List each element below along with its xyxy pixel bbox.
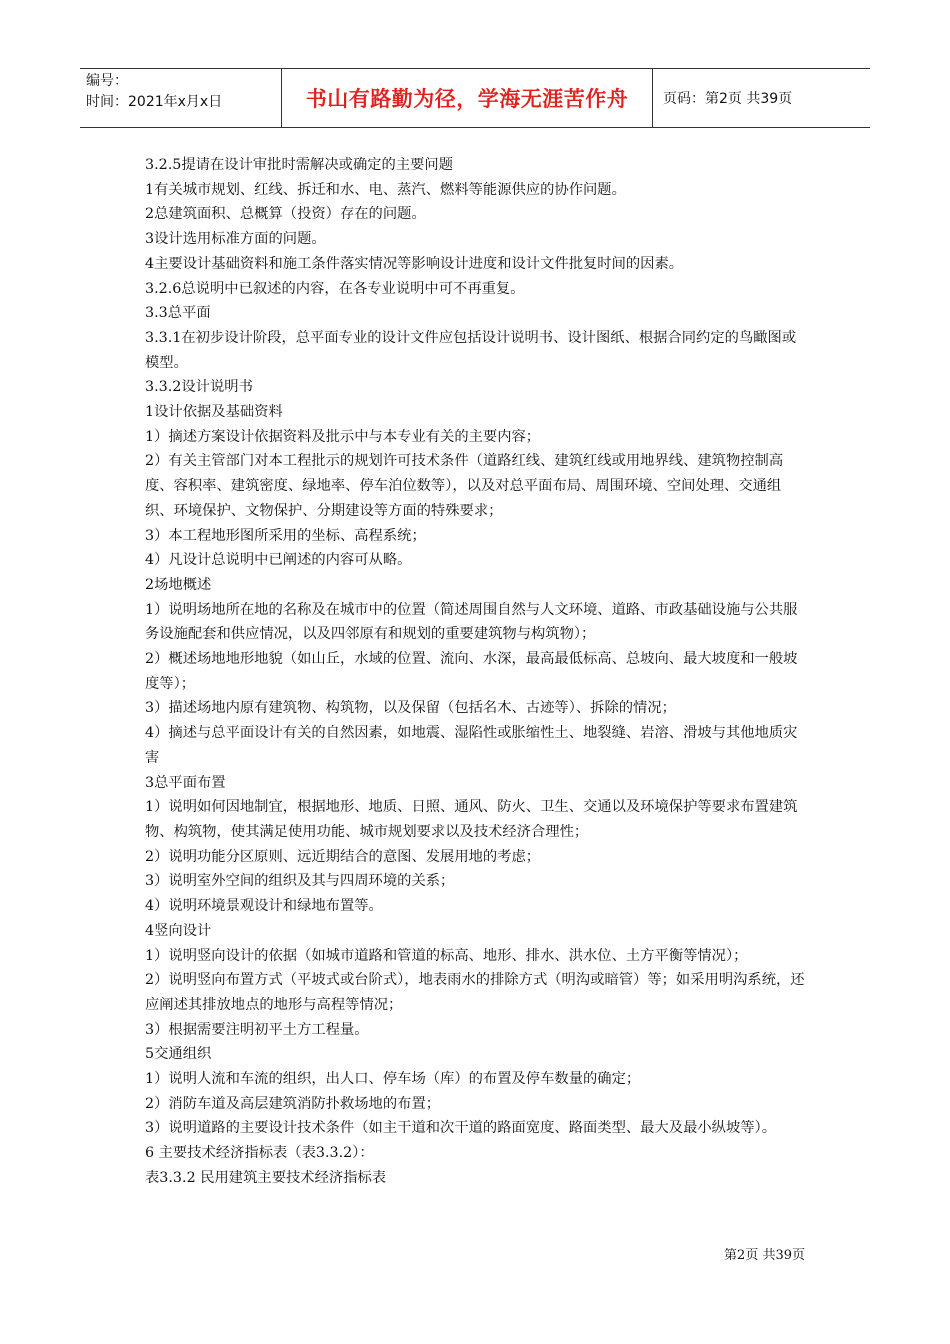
footer-page-number: 第2页 共39页 [724,1248,805,1263]
body-paragraph: 3.2.6总说明中已叙述的内容，在各专业说明中可不再重复。 [145,280,525,297]
body-paragraph: 4竖向设计 [145,922,212,939]
body-paragraph: 1设计依据及基础资料 [145,404,283,421]
header-motto-cell [281,69,653,127]
body-paragraph: 6 主要技术经济指标表（表3.3.2）： [145,1145,374,1162]
body-paragraph: 1）说明人流和车流的组织，出人口、停车场（库）的布置及停车数量的确定； [145,1071,641,1088]
body-paragraph: 3）根据需要注明初平土方工程量。 [145,1021,369,1038]
header-motto: 书山有路勤为径，学海无涯苦作舟 [305,87,629,111]
body-paragraph: 4主要设计基础资料和施工条件落实情况等影响设计进度和设计文件批复时间的因素。 [145,255,684,272]
body-paragraph: 3.3总平面 [145,305,211,322]
body-paragraph: 2总建筑面积、总概算（投资）存在的问题。 [145,206,426,223]
body-paragraph: 2）说明竖向布置方式（平坡式或台阶式），地表雨水的排除方式（明沟或暗管）等；如采用明沟系统，还应阐述其排放地点的地形与高程等情况； [145,972,805,1013]
body-paragraph: 4）说明环境景观设计和绿地布置等。 [145,898,383,915]
body-paragraph: 2）消防车道及高层建筑消防扑救场地的布置； [145,1095,441,1112]
body-paragraph: 3.3.1在初步设计阶段，总平面专业的设计文件应包括设计说明书、设计图纸、根据合同约定的鸟瞰图或模型。 [145,329,797,371]
body-paragraph: 3.3.2设计说明书 [145,379,253,396]
body-paragraph: 3）本工程地形图所采用的坐标、高程系统； [145,527,426,544]
body-paragraph: 2）有关主管部门对本工程批示的规划许可技术条件（道路红线、建筑红线或用地界线、建筑物控制高度、容积率、建筑密度、绿地率、停车泊位数等），以及对总平面布局、周围环境、空间处理、交通组织、环境保护、文物保护、分期建设等方面的特殊要求； [145,453,784,519]
body-paragraph: 4）摘述与总平面设计有关的自然因素，如地震、湿陷性或胀缩性土、地裂缝、岩溶、滑坡与其他地质灾害 [145,725,798,766]
body-paragraph: 3）说明道路的主要设计技术条件（如主干道和次干道的路面宽度、路面类型、最大及最小纵坡等）。 [145,1120,777,1137]
body-paragraph: 5交通组织 [145,1046,212,1063]
body-paragraph: 3设计选用标准方面的问题。 [145,231,326,248]
header-meta [80,69,281,127]
body-paragraph: 2场地概述 [145,576,212,593]
header-time: 时间：2021年x月x日 [86,94,223,110]
body-paragraph: 2）说明功能分区原则、远近期结合的意图、发展用地的考虑； [145,848,541,865]
body-paragraph: 1）说明如何因地制宜，根据地形、地质、日照、通风、防火、卫生、交通以及环境保护等要求布置建筑物、构筑物，使其满足使用功能、城市规划要求以及技术经济合理性； [145,799,798,840]
body-paragraph: 3总平面布置 [145,774,226,791]
body-paragraph: 1有关城市规划、红线、拆迁和水、电、蒸汽、燃料等能源供应的协作问题。 [145,181,626,198]
header-page-number: 页码：第2页 共39页 [663,91,793,107]
body-paragraph: 3）描述场地内原有建筑物、构筑物，以及保留（包括名木、古迹等）、拆除的情况； [145,700,676,717]
body-paragraph: 3）说明室外空间的组织及其与四周环境的关系； [145,873,455,890]
header-number: 编号： [86,73,128,89]
body-paragraph: 1）说明场地所在地的名称及在城市中的位置（简述周围自然与人文环境、道路、市政基础设施与公共服务设施配套和供应情况，以及四邻原有和规划的重要建筑物与构筑物）； [145,601,798,643]
document-header [80,68,870,128]
body-paragraph: 表3.3.2 民用建筑主要技术经济指标表 [145,1169,387,1186]
body-paragraph: 4）凡设计总说明中已阐述的内容可从略。 [145,552,412,569]
document-body [145,153,807,1191]
body-paragraph: 2）概述场地地形地貌（如山丘，水域的位置、流向、水深，最高最低标高、总坡向、最大坡度和一般坡度等）； [145,651,798,692]
body-paragraph: 1）说明竖向设计的依据（如城市道路和管道的标高、地形、排水、洪水位、土方平衡等情况）； [145,947,748,964]
body-paragraph: 3.2.5提请在设计审批时需解决或确定的主要问题 [145,157,454,173]
body-paragraph: 1）摘述方案设计依据资料及批示中与本专业有关的主要内容； [145,428,541,445]
header-page-cell [653,69,870,127]
